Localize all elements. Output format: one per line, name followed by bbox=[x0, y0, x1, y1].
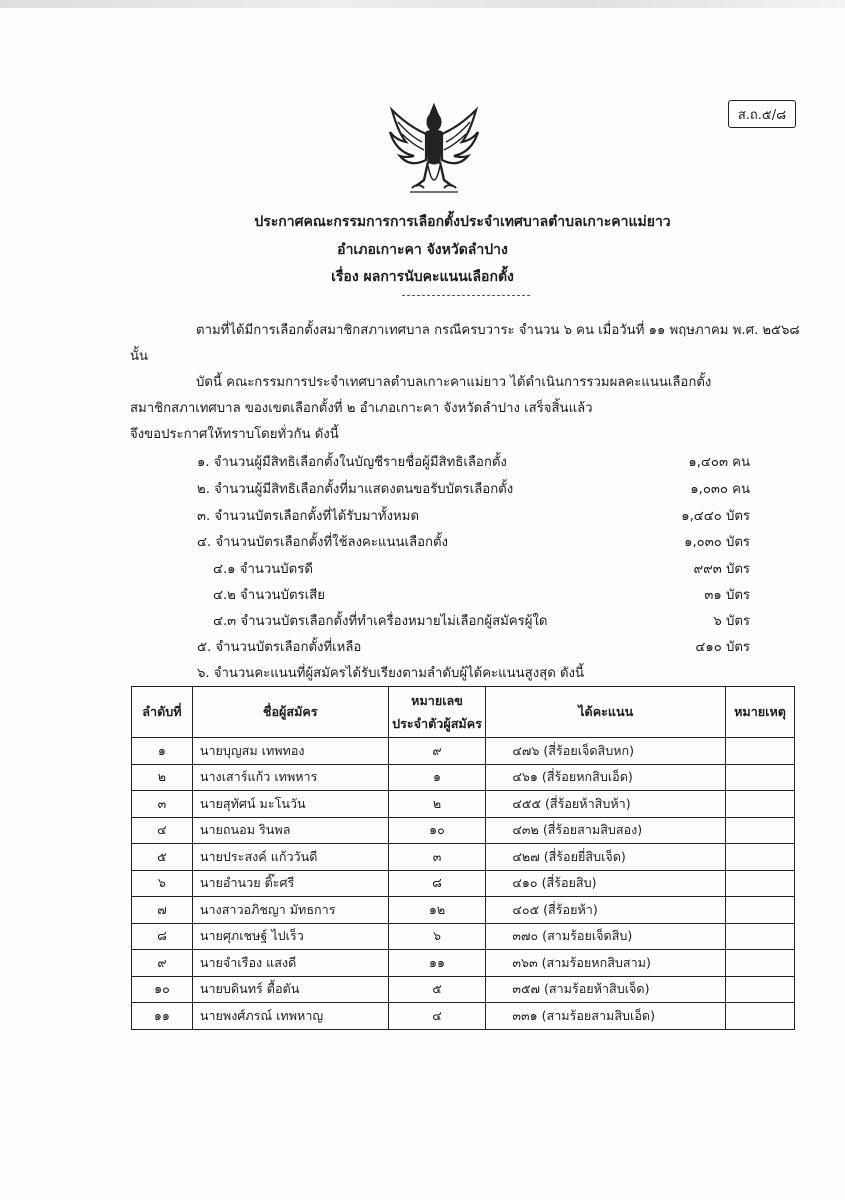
cell-name: นายถนอม รินพล bbox=[192, 817, 388, 844]
body-paragraph bbox=[130, 370, 805, 448]
header-rank: ลำดับที่ bbox=[132, 687, 193, 738]
summary-item bbox=[0, 636, 845, 662]
announcement-subject: เรื่อง ผลการนับคะแนนเลือกตั้ง bbox=[331, 269, 514, 285]
cell-rank: ๓ bbox=[132, 791, 193, 818]
cell-note bbox=[726, 870, 795, 897]
summary-value: ๑,๐๓๐ บัตร bbox=[684, 535, 750, 550]
cell-rank: ๕ bbox=[132, 844, 193, 871]
summary-label: ๔.๓ จำนวนบัตรเลือกตั้งที่ทำเครื่องหมายไม่เลือกผู้สมัครผู้ใด bbox=[213, 614, 548, 629]
cell-score: ๔๐๕ (สี่ร้อยห้า) bbox=[486, 897, 726, 924]
table-row bbox=[132, 791, 795, 818]
cell-note bbox=[726, 817, 795, 844]
scan-edge bbox=[0, 0, 845, 8]
cell-note bbox=[726, 844, 795, 871]
garuda-emblem-icon bbox=[388, 102, 480, 198]
cell-rank: ๙ bbox=[132, 950, 193, 977]
intro-line-2: นั้น bbox=[130, 349, 149, 364]
summary-item bbox=[0, 505, 845, 531]
cell-number: ๖ bbox=[388, 923, 486, 950]
body-line-1: บัดนี้ คณะกรรมการประจำเทศบาลตำบลเกาะคาแม่ยาว ได้ดำเนินการรวมผลคะแนนเลือกตั้ง bbox=[196, 375, 712, 390]
table-row bbox=[132, 950, 795, 977]
summary-label: ๒. จำนวนผู้มีสิทธิเลือกตั้งที่มาแสดงตนขอรับบัตรเลือกตั้ง bbox=[197, 482, 514, 497]
cell-note bbox=[726, 738, 795, 765]
cell-score: ๓๕๗ (สามร้อยห้าสิบเจ็ด) bbox=[486, 976, 726, 1003]
cell-name: นายประสงค์ แก้ววันดี bbox=[192, 844, 388, 871]
header-score: ได้คะแนน bbox=[486, 687, 726, 738]
summary-label: ๑. จำนวนผู้มีสิทธิเลือกตั้งในบัญชีรายชื่อผู้มีสิทธิเลือกตั้ง bbox=[197, 455, 507, 470]
header-note: หมายเหตุ bbox=[726, 687, 795, 738]
cell-note bbox=[726, 1003, 795, 1030]
cell-name: นางเสาร์แก้ว เทพหาร bbox=[192, 764, 388, 791]
summary-value: ๑,๔๐๓ คน bbox=[688, 455, 750, 470]
intro-line-1: ตามที่ได้มีการเลือกตั้งสมาชิกสภาเทศบาล กรณีครบวาระ จำนวน ๖ คน เมื่อวันที่ ๑๑ พฤษภาคม พ.ศ. ๒๕๖๘ bbox=[196, 323, 800, 338]
cell-note bbox=[726, 764, 795, 791]
cell-note bbox=[726, 897, 795, 924]
cell-name: นางสาวอภิชญา มัทธการ bbox=[192, 897, 388, 924]
intro-paragraph bbox=[130, 318, 805, 370]
summary-item bbox=[0, 662, 845, 688]
cell-name: นายบดินทร์ ตื้อตัน bbox=[192, 976, 388, 1003]
table-row bbox=[132, 923, 795, 950]
summary-item bbox=[0, 531, 845, 557]
summary-value: ๓๑ บัตร bbox=[704, 588, 750, 603]
summary-value: ๖ บัตร bbox=[713, 614, 750, 629]
summary-label: ๔. จำนวนบัตรเลือกตั้งที่ใช้ลงคะแนนเลือกตั้ง bbox=[197, 535, 448, 550]
cell-score: ๓๗๐ (สามร้อยเจ็ดสิบ) bbox=[486, 923, 726, 950]
cell-rank: ๑ bbox=[132, 738, 193, 765]
cell-number: ๑๐ bbox=[388, 817, 486, 844]
summary-label: ๔.๑ จำนวนบัตรดี bbox=[213, 562, 313, 577]
summary-label: ๓. จำนวนบัตรเลือกตั้งที่ได้รับมาทั้งหมด bbox=[197, 509, 420, 524]
cell-name: นายพงศ์ภรณ์ เทพหาญ bbox=[192, 1003, 388, 1030]
cell-number: ๑๒ bbox=[388, 897, 486, 924]
body-line-3: จึงขอประกาศให้ทราบโดยทั่วกัน ดังนี้ bbox=[130, 427, 339, 442]
cell-note bbox=[726, 791, 795, 818]
announcement-district: อำเภอเกาะคา จังหวัดลำปาง bbox=[337, 242, 508, 258]
cell-rank: ๒ bbox=[132, 764, 193, 791]
cell-rank: ๑๐ bbox=[132, 976, 193, 1003]
summary-item bbox=[0, 478, 845, 504]
summary-label: ๕. จำนวนบัตรเลือกตั้งที่เหลือ bbox=[197, 640, 362, 655]
header-name: ชื่อผู้สมัคร bbox=[192, 687, 388, 738]
cell-score: ๔๒๗ (สี่ร้อยยี่สิบเจ็ด) bbox=[486, 844, 726, 871]
table-row bbox=[132, 897, 795, 924]
cell-score: ๔๖๑ (สี่ร้อยหกสิบเอ็ด) bbox=[486, 764, 726, 791]
cell-score: ๓๓๑ (สามร้อยสามสิบเอ็ด) bbox=[486, 1003, 726, 1030]
cell-name: นายจำเรือง แสงดี bbox=[192, 950, 388, 977]
cell-number: ๒ bbox=[388, 791, 486, 818]
table-row bbox=[132, 764, 795, 791]
summary-label: ๖. จำนวนคะแนนที่ผู้สมัครได้รับเรียงตามลำดับผู้ได้คะแนนสูงสุด ดังนี้ bbox=[197, 666, 584, 681]
summary-value: ๔๑๐ บัตร bbox=[695, 640, 750, 655]
cell-name: นายสุทัศน์ มะโนวัน bbox=[192, 791, 388, 818]
table-row bbox=[132, 738, 795, 765]
cell-number: ๕ bbox=[388, 976, 486, 1003]
cell-number: ๑ bbox=[388, 764, 486, 791]
cell-score: ๔๕๕ (สี่ร้อยห้าสิบห้า) bbox=[486, 791, 726, 818]
header-number bbox=[388, 687, 486, 738]
cell-name: นายศุภเชษฐ์ ไปเร็ว bbox=[192, 923, 388, 950]
body-line-2: สมาชิกสภาเทศบาล ของเขตเลือกตั้งที่ ๒ อำเภอเกาะคา จังหวัดลำปาง เสร็จสิ้นแล้ว bbox=[130, 401, 593, 416]
cell-score: ๔๓๒ (สี่ร้อยสามสิบสอง) bbox=[486, 817, 726, 844]
summary-item bbox=[0, 451, 845, 477]
cell-score: ๔๑๐ (สี่ร้อยสิบ) bbox=[486, 870, 726, 897]
header-number-line1: หมายเลข bbox=[411, 693, 463, 708]
results-table bbox=[131, 686, 795, 1030]
table-row bbox=[132, 870, 795, 897]
table-row bbox=[132, 1003, 795, 1030]
summary-label: ๔.๒ จำนวนบัตรเสีย bbox=[213, 588, 325, 603]
cell-rank: ๔ bbox=[132, 817, 193, 844]
summary-item bbox=[0, 558, 845, 584]
summary-item bbox=[0, 584, 845, 610]
separator-line bbox=[402, 295, 530, 296]
cell-rank: ๑๑ bbox=[132, 1003, 193, 1030]
cell-rank: ๘ bbox=[132, 923, 193, 950]
cell-name: นายอำนวย ติ๊ะศรี bbox=[192, 870, 388, 897]
cell-number: ๙ bbox=[388, 738, 486, 765]
table-row bbox=[132, 817, 795, 844]
cell-number: ๔ bbox=[388, 1003, 486, 1030]
cell-name: นายบุญสม เทพทอง bbox=[192, 738, 388, 765]
cell-score: ๔๗๖ (สี่ร้อยเจ็ดสิบหก) bbox=[486, 738, 726, 765]
announcement-title: ประกาศคณะกรรมการการเลือกตั้งประจำเทศบาลตำบลเกาะคาแม่ยาว bbox=[254, 214, 671, 230]
cell-rank: ๗ bbox=[132, 897, 193, 924]
cell-rank: ๖ bbox=[132, 870, 193, 897]
table-row bbox=[132, 976, 795, 1003]
cell-number: ๓ bbox=[388, 844, 486, 871]
document-code: ส.ถ.๕/๘ bbox=[728, 100, 796, 128]
summary-value: ๑,๔๔๐ บัตร bbox=[681, 509, 750, 524]
cell-note bbox=[726, 976, 795, 1003]
summary-item bbox=[0, 610, 845, 636]
cell-note bbox=[726, 950, 795, 977]
cell-number: ๑๑ bbox=[388, 950, 486, 977]
summary-value: ๑,๐๓๐ คน bbox=[690, 482, 750, 497]
cell-number: ๘ bbox=[388, 870, 486, 897]
table-header-row bbox=[132, 687, 795, 738]
summary-value: ๙๙๓ บัตร bbox=[693, 562, 750, 577]
table-row bbox=[132, 844, 795, 871]
cell-note bbox=[726, 923, 795, 950]
header-number-line2: ประจำตัวผู้สมัคร bbox=[392, 716, 482, 731]
cell-score: ๓๖๓ (สามร้อยหกสิบสาม) bbox=[486, 950, 726, 977]
